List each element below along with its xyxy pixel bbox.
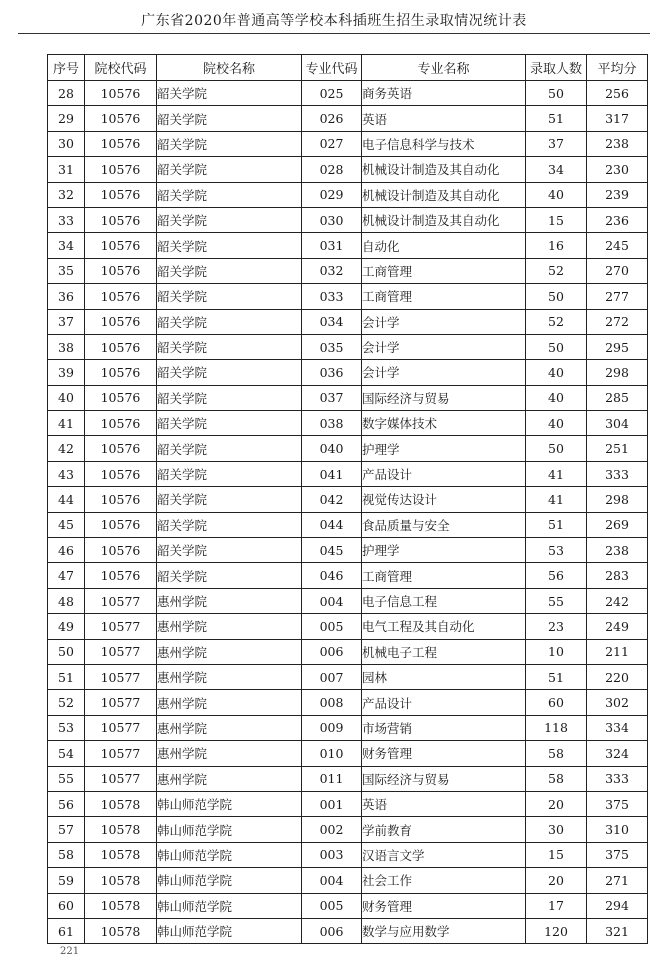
table-row <box>48 639 648 664</box>
cell-average-score: 238 <box>587 131 648 156</box>
cell-school-code: 10576 <box>85 131 157 156</box>
cell-school-name: 韩山师范学院 <box>157 817 302 842</box>
cell-major-code: 030 <box>302 207 362 232</box>
cell-school-name: 韶关学院 <box>157 461 302 486</box>
cell-school-name: 惠州学院 <box>157 690 302 715</box>
col-header-average-score: 平均分 <box>587 55 648 81</box>
cell-school-code: 10576 <box>85 461 157 486</box>
cell-school-name: 韶关学院 <box>157 385 302 410</box>
cell-admitted: 120 <box>526 918 587 943</box>
cell-school-name: 韶关学院 <box>157 157 302 182</box>
cell-average-score: 298 <box>587 360 648 385</box>
cell-school-code: 10578 <box>85 918 157 943</box>
cell-major-code: 031 <box>302 233 362 258</box>
cell-major-name: 财务管理 <box>362 893 526 918</box>
table-row <box>48 512 648 537</box>
table-row <box>48 461 648 486</box>
cell-major-name: 会计学 <box>362 309 526 334</box>
cell-school-code: 10576 <box>85 538 157 563</box>
table-row <box>48 487 648 512</box>
cell-school-code: 10576 <box>85 106 157 131</box>
cell-major-name: 财务管理 <box>362 741 526 766</box>
cell-average-score: 321 <box>587 918 648 943</box>
cell-school-name: 韶关学院 <box>157 131 302 156</box>
cell-index: 60 <box>48 893 85 918</box>
cell-admitted: 52 <box>526 258 587 283</box>
cell-index: 39 <box>48 360 85 385</box>
table-row <box>48 715 648 740</box>
table-row <box>48 690 648 715</box>
cell-major-name: 学前教育 <box>362 817 526 842</box>
cell-index: 54 <box>48 741 85 766</box>
cell-index: 34 <box>48 233 85 258</box>
table-row <box>48 258 648 283</box>
cell-average-score: 256 <box>587 81 648 106</box>
cell-major-code: 001 <box>302 791 362 816</box>
cell-school-name: 韶关学院 <box>157 258 302 283</box>
cell-major-name: 视觉传达设计 <box>362 487 526 512</box>
table-row <box>48 360 648 385</box>
cell-average-score: 271 <box>587 868 648 893</box>
table-row <box>48 334 648 359</box>
cell-major-name: 英语 <box>362 106 526 131</box>
cell-school-name: 韶关学院 <box>157 182 302 207</box>
cell-admitted: 51 <box>526 106 587 131</box>
cell-major-code: 010 <box>302 741 362 766</box>
cell-school-code: 10577 <box>85 664 157 689</box>
cell-average-score: 375 <box>587 842 648 867</box>
cell-school-name: 惠州学院 <box>157 639 302 664</box>
cell-school-name: 韩山师范学院 <box>157 842 302 867</box>
cell-school-code: 10577 <box>85 588 157 613</box>
cell-admitted: 40 <box>526 411 587 436</box>
cell-major-code: 005 <box>302 893 362 918</box>
cell-major-code: 028 <box>302 157 362 182</box>
cell-school-code: 10578 <box>85 817 157 842</box>
cell-major-code: 003 <box>302 842 362 867</box>
cell-average-score: 317 <box>587 106 648 131</box>
cell-school-name: 惠州学院 <box>157 614 302 639</box>
cell-admitted: 55 <box>526 588 587 613</box>
cell-index: 57 <box>48 817 85 842</box>
table-row <box>48 106 648 131</box>
cell-average-score: 272 <box>587 309 648 334</box>
cell-major-name: 数学与应用数学 <box>362 918 526 943</box>
cell-index: 51 <box>48 664 85 689</box>
cell-average-score: 333 <box>587 766 648 791</box>
cell-index: 50 <box>48 639 85 664</box>
cell-school-code: 10576 <box>85 182 157 207</box>
cell-school-name: 韶关学院 <box>157 436 302 461</box>
cell-major-code: 006 <box>302 639 362 664</box>
cell-major-name: 机械设计制造及其自动化 <box>362 157 526 182</box>
cell-school-code: 10576 <box>85 233 157 258</box>
table-row <box>48 436 648 461</box>
cell-major-name: 食品质量与安全 <box>362 512 526 537</box>
cell-major-code: 044 <box>302 512 362 537</box>
cell-major-name: 护理学 <box>362 538 526 563</box>
cell-school-name: 韩山师范学院 <box>157 791 302 816</box>
table-row <box>48 131 648 156</box>
cell-average-score: 211 <box>587 639 648 664</box>
cell-major-name: 市场营销 <box>362 715 526 740</box>
cell-major-code: 009 <box>302 715 362 740</box>
cell-average-score: 302 <box>587 690 648 715</box>
cell-major-name: 园林 <box>362 664 526 689</box>
cell-school-name: 惠州学院 <box>157 715 302 740</box>
cell-major-code: 007 <box>302 664 362 689</box>
cell-major-code: 025 <box>302 81 362 106</box>
table-row <box>48 588 648 613</box>
table-row <box>48 664 648 689</box>
cell-average-score: 242 <box>587 588 648 613</box>
cell-average-score: 310 <box>587 817 648 842</box>
cell-major-code: 004 <box>302 588 362 613</box>
cell-school-name: 韩山师范学院 <box>157 893 302 918</box>
table-row <box>48 918 648 943</box>
cell-school-name: 韶关学院 <box>157 487 302 512</box>
cell-major-code: 008 <box>302 690 362 715</box>
cell-major-name: 社会工作 <box>362 868 526 893</box>
cell-major-name: 会计学 <box>362 334 526 359</box>
cell-major-code: 040 <box>302 436 362 461</box>
cell-average-score: 238 <box>587 538 648 563</box>
cell-school-name: 韶关学院 <box>157 411 302 436</box>
cell-school-name: 韶关学院 <box>157 81 302 106</box>
cell-major-name: 机械设计制造及其自动化 <box>362 207 526 232</box>
cell-major-name: 电子信息工程 <box>362 588 526 613</box>
cell-index: 58 <box>48 842 85 867</box>
cell-school-name: 韶关学院 <box>157 334 302 359</box>
cell-school-code: 10578 <box>85 868 157 893</box>
cell-admitted: 58 <box>526 766 587 791</box>
cell-admitted: 50 <box>526 81 587 106</box>
cell-average-score: 249 <box>587 614 648 639</box>
table-row <box>48 868 648 893</box>
cell-admitted: 52 <box>526 309 587 334</box>
cell-average-score: 270 <box>587 258 648 283</box>
cell-average-score: 277 <box>587 284 648 309</box>
cell-major-name: 商务英语 <box>362 81 526 106</box>
cell-index: 43 <box>48 461 85 486</box>
cell-admitted: 40 <box>526 385 587 410</box>
title-divider <box>18 33 650 34</box>
cell-major-name: 护理学 <box>362 436 526 461</box>
cell-school-code: 10576 <box>85 563 157 588</box>
cell-major-code: 005 <box>302 614 362 639</box>
cell-school-name: 韶关学院 <box>157 538 302 563</box>
cell-school-code: 10576 <box>85 487 157 512</box>
table-row <box>48 233 648 258</box>
cell-major-code: 034 <box>302 309 362 334</box>
cell-admitted: 56 <box>526 563 587 588</box>
cell-school-code: 10576 <box>85 334 157 359</box>
cell-major-name: 汉语言文学 <box>362 842 526 867</box>
cell-admitted: 15 <box>526 842 587 867</box>
cell-major-code: 042 <box>302 487 362 512</box>
cell-index: 56 <box>48 791 85 816</box>
cell-admitted: 40 <box>526 182 587 207</box>
cell-index: 35 <box>48 258 85 283</box>
cell-average-score: 285 <box>587 385 648 410</box>
cell-school-code: 10576 <box>85 309 157 334</box>
cell-average-score: 245 <box>587 233 648 258</box>
col-header-major-code: 专业代码 <box>302 55 362 81</box>
cell-major-code: 035 <box>302 334 362 359</box>
cell-admitted: 15 <box>526 207 587 232</box>
cell-school-name: 韶关学院 <box>157 512 302 537</box>
cell-average-score: 251 <box>587 436 648 461</box>
cell-school-code: 10576 <box>85 284 157 309</box>
cell-school-name: 韶关学院 <box>157 106 302 131</box>
cell-admitted: 30 <box>526 817 587 842</box>
col-header-admitted: 录取人数 <box>526 55 587 81</box>
col-header-major-name: 专业名称 <box>362 55 526 81</box>
cell-school-name: 惠州学院 <box>157 664 302 689</box>
cell-school-code: 10576 <box>85 411 157 436</box>
cell-school-code: 10577 <box>85 690 157 715</box>
cell-index: 45 <box>48 512 85 537</box>
page-title: 广东省2020年普通高等学校本科插班生招生录取情况统计表 <box>141 13 527 29</box>
cell-major-name: 国际经济与贸易 <box>362 385 526 410</box>
table-row <box>48 538 648 563</box>
cell-index: 32 <box>48 182 85 207</box>
cell-index: 36 <box>48 284 85 309</box>
table-row <box>48 741 648 766</box>
cell-major-name: 自动化 <box>362 233 526 258</box>
cell-index: 40 <box>48 385 85 410</box>
cell-school-name: 韶关学院 <box>157 360 302 385</box>
header-row <box>48 55 648 81</box>
cell-school-name: 韶关学院 <box>157 233 302 258</box>
cell-major-code: 029 <box>302 182 362 207</box>
cell-index: 55 <box>48 766 85 791</box>
cell-school-code: 10576 <box>85 258 157 283</box>
cell-index: 46 <box>48 538 85 563</box>
cell-major-name: 机械电子工程 <box>362 639 526 664</box>
cell-admitted: 37 <box>526 131 587 156</box>
cell-major-code: 041 <box>302 461 362 486</box>
cell-major-code: 038 <box>302 411 362 436</box>
cell-index: 30 <box>48 131 85 156</box>
cell-average-score: 324 <box>587 741 648 766</box>
cell-school-code: 10578 <box>85 791 157 816</box>
cell-school-code: 10576 <box>85 512 157 537</box>
cell-school-name: 惠州学院 <box>157 741 302 766</box>
table-row <box>48 791 648 816</box>
cell-admitted: 58 <box>526 741 587 766</box>
cell-admitted: 23 <box>526 614 587 639</box>
cell-major-code: 036 <box>302 360 362 385</box>
cell-school-code: 10576 <box>85 436 157 461</box>
cell-school-name: 惠州学院 <box>157 766 302 791</box>
admission-table <box>47 54 648 944</box>
cell-admitted: 16 <box>526 233 587 258</box>
cell-average-score: 220 <box>587 664 648 689</box>
cell-average-score: 236 <box>587 207 648 232</box>
cell-major-code: 045 <box>302 538 362 563</box>
cell-index: 44 <box>48 487 85 512</box>
cell-index: 41 <box>48 411 85 436</box>
table-row <box>48 207 648 232</box>
cell-school-name: 韶关学院 <box>157 563 302 588</box>
cell-average-score: 295 <box>587 334 648 359</box>
cell-major-code: 027 <box>302 131 362 156</box>
cell-school-name: 韶关学院 <box>157 207 302 232</box>
table-row <box>48 309 648 334</box>
cell-index: 31 <box>48 157 85 182</box>
cell-major-name: 数字媒体技术 <box>362 411 526 436</box>
cell-average-score: 230 <box>587 157 648 182</box>
cell-major-code: 032 <box>302 258 362 283</box>
cell-admitted: 60 <box>526 690 587 715</box>
cell-school-code: 10576 <box>85 207 157 232</box>
cell-admitted: 51 <box>526 512 587 537</box>
cell-index: 59 <box>48 868 85 893</box>
cell-admitted: 50 <box>526 284 587 309</box>
table-row <box>48 842 648 867</box>
cell-school-name: 韩山师范学院 <box>157 868 302 893</box>
cell-school-code: 10576 <box>85 157 157 182</box>
table-row <box>48 385 648 410</box>
cell-major-name: 国际经济与贸易 <box>362 766 526 791</box>
cell-average-score: 298 <box>587 487 648 512</box>
cell-admitted: 34 <box>526 157 587 182</box>
cell-major-code: 046 <box>302 563 362 588</box>
cell-school-code: 10577 <box>85 614 157 639</box>
cell-admitted: 20 <box>526 868 587 893</box>
cell-school-name: 韶关学院 <box>157 284 302 309</box>
col-header-school-code: 院校代码 <box>85 55 157 81</box>
cell-major-name: 工商管理 <box>362 284 526 309</box>
cell-major-name: 会计学 <box>362 360 526 385</box>
col-header-school-name: 院校名称 <box>157 55 302 81</box>
cell-admitted: 50 <box>526 334 587 359</box>
cell-average-score: 269 <box>587 512 648 537</box>
cell-major-name: 机械设计制造及其自动化 <box>362 182 526 207</box>
cell-major-code: 004 <box>302 868 362 893</box>
cell-average-score: 304 <box>587 411 648 436</box>
table-row <box>48 411 648 436</box>
cell-school-name: 惠州学院 <box>157 588 302 613</box>
cell-school-code: 10578 <box>85 893 157 918</box>
cell-major-code: 037 <box>302 385 362 410</box>
cell-admitted: 50 <box>526 436 587 461</box>
cell-school-code: 10576 <box>85 385 157 410</box>
cell-major-code: 026 <box>302 106 362 131</box>
table-row <box>48 817 648 842</box>
cell-school-code: 10577 <box>85 766 157 791</box>
table-row <box>48 893 648 918</box>
cell-average-score: 294 <box>587 893 648 918</box>
cell-school-code: 10578 <box>85 842 157 867</box>
cell-index: 52 <box>48 690 85 715</box>
cell-index: 53 <box>48 715 85 740</box>
cell-index: 33 <box>48 207 85 232</box>
cell-average-score: 333 <box>587 461 648 486</box>
cell-index: 49 <box>48 614 85 639</box>
table-row <box>48 766 648 791</box>
cell-major-name: 工商管理 <box>362 563 526 588</box>
cell-admitted: 10 <box>526 639 587 664</box>
cell-major-code: 002 <box>302 817 362 842</box>
cell-school-name: 韶关学院 <box>157 309 302 334</box>
table-row <box>48 182 648 207</box>
cell-major-name: 电气工程及其自动化 <box>362 614 526 639</box>
cell-average-score: 375 <box>587 791 648 816</box>
col-header-index: 序号 <box>48 55 85 81</box>
cell-index: 37 <box>48 309 85 334</box>
cell-school-name: 韩山师范学院 <box>157 918 302 943</box>
cell-major-name: 英语 <box>362 791 526 816</box>
cell-admitted: 53 <box>526 538 587 563</box>
cell-admitted: 20 <box>526 791 587 816</box>
cell-school-code: 10576 <box>85 360 157 385</box>
cell-index: 48 <box>48 588 85 613</box>
cell-admitted: 118 <box>526 715 587 740</box>
cell-index: 47 <box>48 563 85 588</box>
table-row <box>48 614 648 639</box>
cell-major-code: 011 <box>302 766 362 791</box>
cell-index: 28 <box>48 81 85 106</box>
cell-average-score: 334 <box>587 715 648 740</box>
cell-major-name: 工商管理 <box>362 258 526 283</box>
table-row <box>48 157 648 182</box>
cell-average-score: 239 <box>587 182 648 207</box>
cell-school-code: 10577 <box>85 639 157 664</box>
cell-admitted: 41 <box>526 461 587 486</box>
cell-average-score: 283 <box>587 563 648 588</box>
table-row <box>48 563 648 588</box>
cell-major-name: 电子信息科学与技术 <box>362 131 526 156</box>
cell-admitted: 17 <box>526 893 587 918</box>
table-row <box>48 284 648 309</box>
cell-index: 42 <box>48 436 85 461</box>
cell-index: 61 <box>48 918 85 943</box>
cell-major-code: 033 <box>302 284 362 309</box>
cell-admitted: 51 <box>526 664 587 689</box>
table-row <box>48 81 648 106</box>
cell-major-name: 产品设计 <box>362 690 526 715</box>
cell-index: 29 <box>48 106 85 131</box>
cell-admitted: 41 <box>526 487 587 512</box>
cell-admitted: 40 <box>526 360 587 385</box>
cell-major-name: 产品设计 <box>362 461 526 486</box>
page-number: 221 <box>60 946 80 957</box>
cell-school-code: 10577 <box>85 715 157 740</box>
cell-major-code: 006 <box>302 918 362 943</box>
cell-school-code: 10576 <box>85 81 157 106</box>
cell-school-code: 10577 <box>85 741 157 766</box>
cell-index: 38 <box>48 334 85 359</box>
